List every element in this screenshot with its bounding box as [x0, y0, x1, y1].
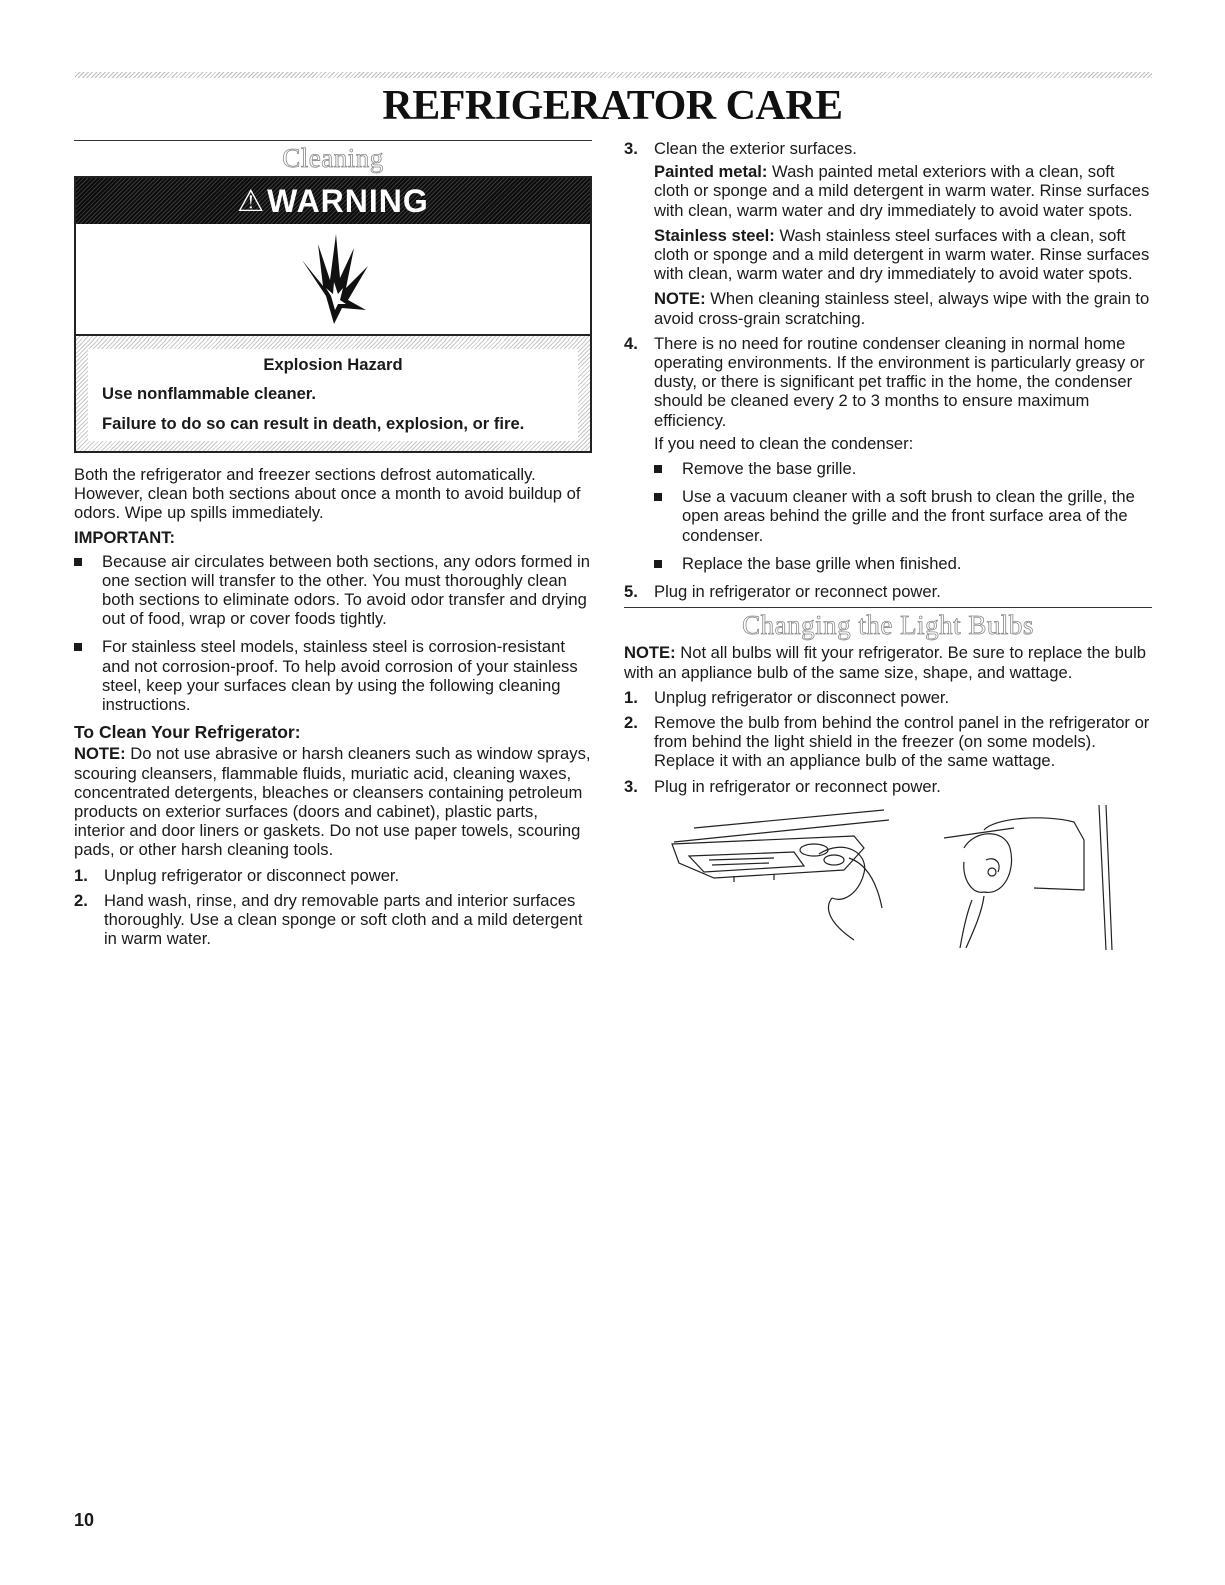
step-text: There is no need for routine condenser cleaning in normal home operating environments. If the environment is particularly greasy or dusty, or there is significant pet traffic in the home, the condenser should be cleaned every 2 to 3 months to ensure maximum efficiency.	[654, 333, 1145, 430]
step-text: Plug in refrigerator or reconnect power.	[654, 776, 941, 796]
stainless-note	[654, 289, 1152, 327]
step-number: 3.	[624, 776, 638, 796]
stainless-steel-label: Stainless steel:	[654, 225, 775, 245]
warning-header	[76, 178, 590, 224]
warning-icon-area	[76, 224, 590, 336]
warning-triangle-icon: ⚠	[237, 184, 266, 218]
page-title: REFRIGERATOR CARE	[382, 83, 843, 129]
freezer-light-shield-illustration	[924, 800, 1154, 950]
list-item: For stainless steel models, stainless steel is corrosion-resistant and not corrosion-proof. To help avoid corrosion of your stainless steel, keep your surfaces clean by using the following cleaning instructions.	[74, 637, 592, 714]
control-panel-bulb-illustration	[654, 808, 894, 943]
note-text: Do not use abrasive or harsh cleaners such as window sprays, scouring cleansers, flammable fluids, muriatic acid, cleaning waxes, concentrated detergents, bleaches or cleansers containing petroleum products on exterior surfaces (doors and cabinet), plastic parts, interior and door liners or gaskets. Do not use paper towels, scouring pads, or other harsh cleaning tools.	[74, 744, 591, 860]
note-label: NOTE:	[74, 744, 126, 764]
note-text: Not all bulbs will fit your refrigerator. Be sure to replace the bulb with an appliance bulb of the same size, shape, and wattage.	[624, 643, 1147, 682]
warning-label: WARNING	[267, 182, 429, 219]
warning-body	[76, 336, 590, 451]
right-column	[624, 139, 1152, 948]
stainless-steel-paragraph	[654, 226, 1152, 284]
list-item: Because air circulates between both sections, any odors formed in one section will transfer to the other. You must thoroughly clean both sections to eliminate odors. To avoid odor transfer and drying out of food, wrap or cover foods tightly.	[74, 552, 592, 629]
step-text: Plug in refrigerator or reconnect power.	[654, 582, 941, 602]
light-bulbs-note	[624, 643, 1152, 681]
note-label: NOTE:	[654, 289, 706, 309]
warning-line: Failure to do so can result in death, explosion, or fire.	[102, 413, 525, 433]
cleaning-steps-continued	[624, 139, 1152, 601]
list-item	[74, 891, 592, 949]
warning-line: Use nonflammable cleaner.	[102, 384, 316, 404]
condenser-list	[654, 459, 1152, 573]
step-number: 2.	[74, 890, 88, 910]
painted-metal-label: Painted metal:	[654, 162, 768, 182]
cleaning-intro: Both the refrigerator and freezer sections defrost automatically. However, clean both sections about once a month to avoid buildup of odors. Wipe up spills immediately.	[74, 464, 581, 523]
note-label: NOTE:	[624, 643, 676, 663]
step-number: 2.	[624, 713, 638, 733]
painted-metal-text: Wash painted metal exteriors with a clean, soft cloth or sponge and a mild detergent in warm water. Rinse surfaces with clean, warm water and dry immediately to avoid water spots.	[654, 162, 1150, 220]
step-number: 1.	[74, 865, 88, 885]
list-item	[624, 713, 1152, 771]
step-text: Hand wash, rinse, and dry removable parts and interior surfaces thoroughly. Use a clean sponge or soft cloth and a mild detergent in warm water.	[104, 890, 583, 949]
left-column	[74, 140, 592, 954]
cleaning-heading: Cleaning	[282, 143, 384, 173]
top-decorative-rule	[75, 72, 1152, 78]
explosion-icon	[296, 230, 372, 324]
list-item	[624, 777, 1152, 796]
subheading: To Clean Your Refrigerator:	[74, 722, 301, 743]
list-item: Use a vacuum cleaner with a soft brush to clean the grille, the open areas behind the grille and the front surface area of the condenser.	[654, 487, 1152, 545]
stainless-steel-text: Wash stainless steel surfaces with a clean, soft cloth or sponge and a mild detergent in warm water. Rinse surfaces with clean, warm water and dry immediately to avoid water spots.	[654, 225, 1150, 284]
step-text: Clean the exterior surfaces.	[654, 139, 857, 158]
cleaning-steps	[74, 866, 592, 949]
illustrations	[624, 808, 1152, 948]
hazard-title: Explosion Hazard	[263, 355, 403, 375]
step-text: Unplug refrigerator or disconnect power.	[654, 687, 950, 707]
note-text: When cleaning stainless steel, always wipe with the grain to avoid cross-grain scratching.	[654, 289, 1150, 328]
important-label: IMPORTANT:	[74, 528, 176, 548]
section-divider	[624, 607, 1152, 608]
step-number: 1.	[624, 687, 638, 707]
list-item	[74, 866, 592, 885]
painted-metal-paragraph	[654, 162, 1152, 220]
list-item: Replace the base grille when finished.	[654, 554, 1152, 573]
warning-box	[74, 176, 592, 453]
list-item	[624, 688, 1152, 707]
step-text: Unplug refrigerator or disconnect power.	[104, 865, 400, 885]
condenser-intro: If you need to clean the condenser:	[654, 433, 914, 453]
step-number: 4.	[624, 333, 638, 353]
list-item: Remove the base grille.	[654, 459, 1152, 478]
important-list	[74, 552, 592, 715]
list-item	[624, 139, 1152, 328]
section-divider	[74, 140, 592, 141]
step-text: Remove the bulb from behind the control panel in the refrigerator or from behind the light shield in the freezer (on some models). Replace it with an appliance bulb of the same wattage.	[654, 713, 1150, 771]
step-number: 5.	[624, 582, 638, 602]
light-bulbs-steps	[624, 688, 1152, 796]
list-item	[624, 582, 1152, 601]
list-item	[624, 334, 1152, 573]
page-number: 10	[74, 1510, 95, 1530]
cleaning-note	[74, 744, 592, 859]
step-number: 3.	[624, 139, 638, 158]
light-bulbs-heading: Changing the Light Bulbs	[742, 610, 1034, 641]
warning-text-panel	[88, 349, 578, 441]
